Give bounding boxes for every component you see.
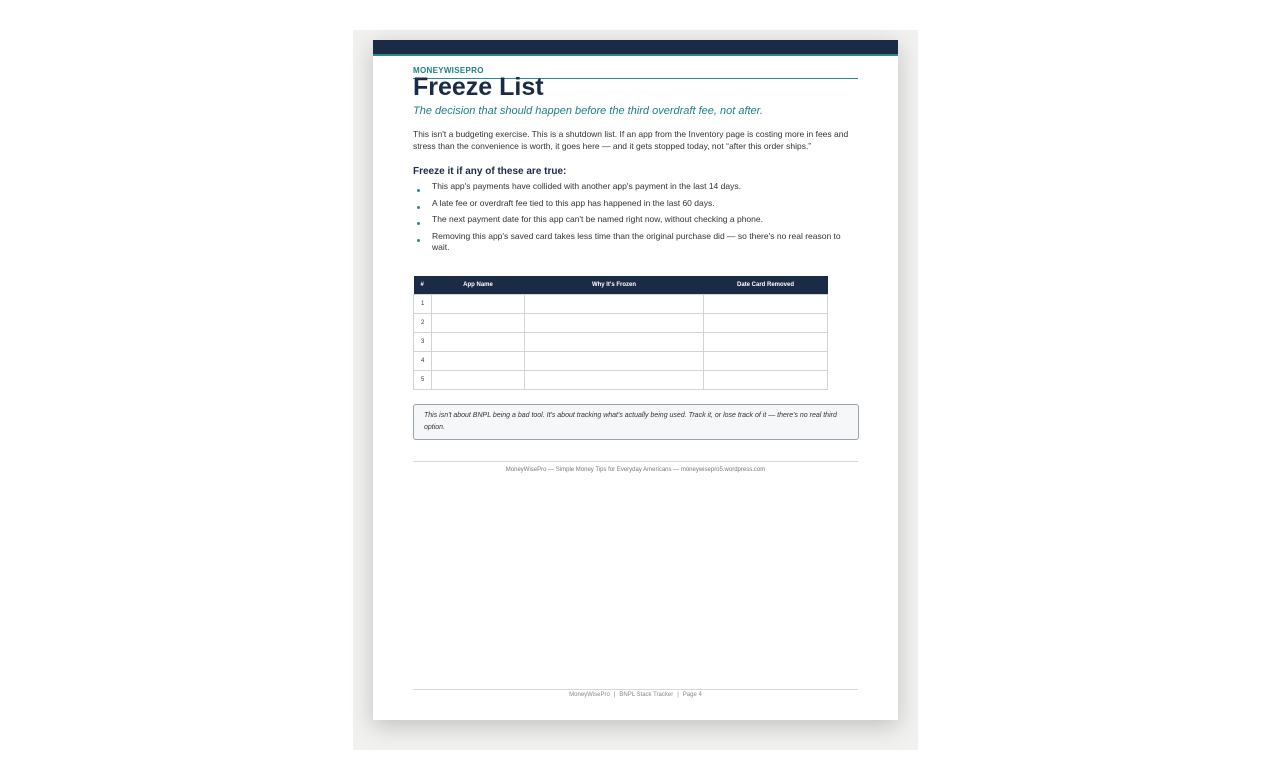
table-row (414, 352, 828, 371)
column-header-number: # (414, 276, 432, 295)
intro-paragraph: This isn't a budgeting exercise. This is a shutdown list. If an app from the Inventory page is costing more in fees and stress than the convenience is worth, it goes here — and it gets stopped today, not “after this order ships.” (413, 129, 849, 151)
app-name-cell[interactable] (432, 295, 525, 314)
criteria-item (413, 231, 853, 253)
bullet-icon (417, 239, 420, 242)
column-header-reason: Why It's Frozen (525, 276, 704, 295)
document-page (373, 40, 898, 720)
criteria-item-text: A late fee or overdraft fee tied to this app has happened in the last 60 days. (432, 197, 715, 208)
app-name-cell[interactable] (432, 314, 525, 333)
page-footer (413, 692, 858, 698)
row-number: 3 (414, 333, 432, 352)
date-removed-cell[interactable] (704, 333, 828, 352)
footer-doc-name: BNPL Stack Tracker (619, 692, 674, 698)
criteria-item-text: This app's payments have collided with another app's payment in the last 14 days. (432, 181, 741, 191)
criteria-item (413, 181, 853, 192)
table-row (414, 333, 828, 352)
table-row (414, 295, 828, 314)
footer-divider (413, 461, 858, 462)
date-removed-cell[interactable] (704, 352, 828, 371)
reason-cell[interactable] (525, 314, 704, 333)
column-header-app-name: App Name (432, 276, 525, 295)
row-number: 2 (414, 314, 432, 333)
page-title: Freeze List (413, 73, 544, 101)
reason-cell[interactable] (525, 295, 704, 314)
page-subtitle: The decision that should happen before the third overdraft fee, not after. (413, 105, 763, 117)
header-band (373, 40, 898, 54)
callout-note: This isn't about BNPL being a bad tool. It's about tracking what's actually being used. Track it, or lose track of it — there's no real third option. (413, 404, 859, 440)
reason-cell[interactable] (525, 371, 704, 390)
freeze-table (413, 276, 828, 390)
date-removed-cell[interactable] (704, 371, 828, 390)
criteria-heading: Freeze it if any of these are true: (413, 166, 567, 177)
footer-separator: | (613, 692, 616, 698)
row-number: 5 (414, 371, 432, 390)
bullet-icon (417, 222, 420, 225)
column-header-date-removed: Date Card Removed (704, 276, 828, 295)
app-name-cell[interactable] (432, 352, 525, 371)
header-accent-line (373, 54, 898, 56)
criteria-item (413, 214, 853, 225)
table-row (414, 314, 828, 333)
app-name-cell[interactable] (432, 371, 525, 390)
date-removed-cell[interactable] (704, 314, 828, 333)
bullet-icon (417, 206, 420, 209)
brand-label: MONEYWISEPRO (413, 66, 484, 75)
table-row (414, 371, 828, 390)
bullet-icon (417, 189, 420, 192)
page-footer-divider (413, 689, 858, 690)
row-number: 1 (414, 295, 432, 314)
date-removed-cell[interactable] (704, 295, 828, 314)
reason-cell[interactable] (525, 333, 704, 352)
criteria-list (413, 181, 853, 258)
reason-cell[interactable] (525, 352, 704, 371)
footer-tagline: MoneyWisePro — Simple Money Tips for Everyday Americans — moneywisepro5.wordpress.com (505, 467, 766, 473)
criteria-item-text: The next payment date for this app can't be named right now, without checking a phone. (432, 214, 763, 224)
footer-brand: MoneyWisePro (569, 692, 610, 698)
app-name-cell[interactable] (432, 333, 525, 352)
criteria-item (413, 198, 853, 209)
footer-page-number: Page 4 (682, 692, 702, 698)
row-number: 4 (414, 352, 432, 371)
footer-separator: | (677, 692, 679, 698)
criteria-item-text: Removing this app's saved card takes less time than the original purchase did — so there's no real reason to wait. (432, 230, 841, 252)
table-header-row (414, 276, 828, 295)
